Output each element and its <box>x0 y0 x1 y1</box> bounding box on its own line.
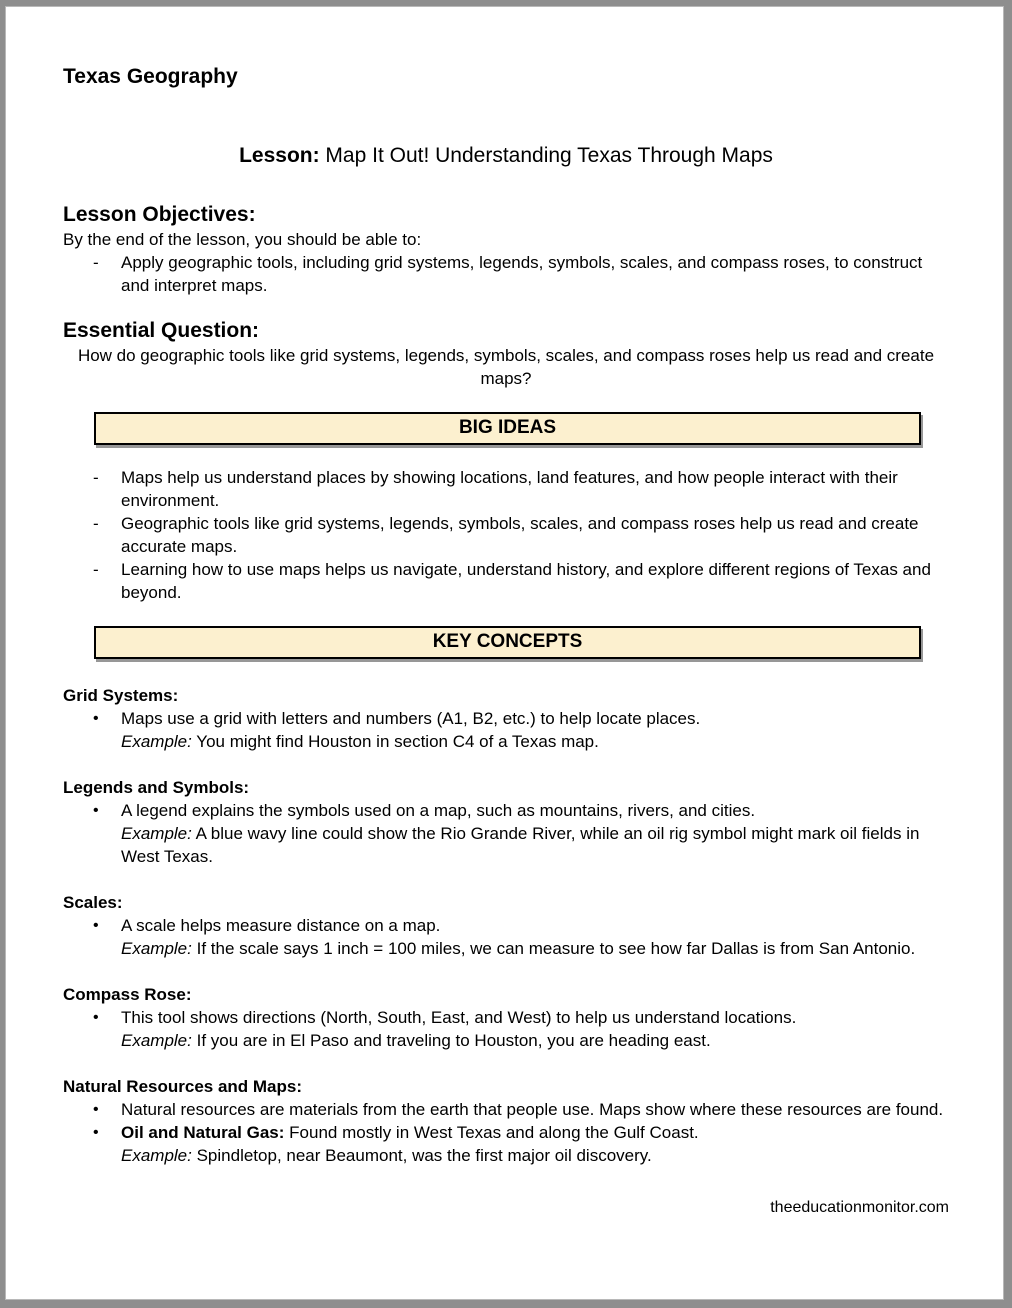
key-concepts-banner: KEY CONCEPTS <box>94 626 921 659</box>
example-text: If you are in El Paso and traveling to Houston, you are heading east. <box>191 1031 711 1050</box>
essential-question-heading: Essential Question: <box>63 319 260 342</box>
site-footer: theeducationmonitor.com <box>770 1199 949 1216</box>
bullet-marker: • <box>93 1101 99 1118</box>
section-heading: Grid Systems: <box>63 686 179 705</box>
concept-item <box>63 799 949 868</box>
bullet-marker: • <box>93 710 99 727</box>
bullet-text: Maps use a grid with letters and numbers (A1, B2, etc.) to help locate places. <box>121 709 701 728</box>
bullet-text: A legend explains the symbols used on a map, such as mountains, rivers, and cities. <box>121 801 756 820</box>
big-idea-item <box>63 558 949 604</box>
lesson-title-line <box>63 142 949 170</box>
big-ideas-banner: BIG IDEAS <box>94 412 921 445</box>
concept-item-text <box>121 707 949 753</box>
objective-item <box>63 251 949 297</box>
big-idea-item <box>63 512 949 558</box>
concept-item-text: Natural resources are materials from the earth that people use. Maps show where these resources are found. <box>121 1100 944 1119</box>
section-heading: Legends and Symbols: <box>63 778 250 797</box>
section-grid-systems <box>63 684 949 753</box>
concept-item-text <box>121 1121 949 1167</box>
section-heading: Natural Resources and Maps: <box>63 1077 303 1096</box>
essential-question-text: How do geographic tools like grid systems, legends, symbols, scales, and compass roses help us read and create maps? <box>77 346 935 388</box>
lesson-title: Map It Out! Understanding Texas Through Maps <box>319 144 773 167</box>
document-page <box>5 6 1004 1300</box>
bullet-marker: • <box>93 1009 99 1026</box>
example-label: Example: <box>121 1146 192 1165</box>
dash-marker: - <box>93 514 99 533</box>
page-title: Texas Geography <box>63 65 238 88</box>
bullet-marker: • <box>93 1124 99 1141</box>
lesson-label: Lesson: <box>239 144 320 167</box>
concept-item <box>63 707 949 753</box>
section-legends-symbols <box>63 776 949 868</box>
bullet-text: Found mostly in West Texas and along the Gulf Coast. <box>284 1123 699 1142</box>
dash-marker: - <box>93 468 99 487</box>
concept-item-text <box>121 799 949 868</box>
dash-marker: - <box>93 560 99 579</box>
concept-item <box>63 914 949 960</box>
big-idea-item <box>63 466 949 512</box>
example-label: Example: <box>121 732 192 751</box>
bullet-bold-lead: Oil and Natural Gas: <box>121 1123 285 1142</box>
example-label: Example: <box>121 939 192 958</box>
example-label: Example: <box>121 824 192 843</box>
example-text: You might find Houston in section C4 of a Texas map. <box>191 732 599 751</box>
section-scales <box>63 891 949 960</box>
bullet-text: This tool shows directions (North, South, East, and West) to help us understand locations. <box>121 1008 797 1027</box>
bullet-text: A scale helps measure distance on a map. <box>121 916 441 935</box>
section-compass-rose <box>63 983 949 1052</box>
big-idea-text: Learning how to use maps helps us navigate, understand history, and explore different regions of Texas and beyond. <box>121 560 931 602</box>
example-text: Spindletop, near Beaumont, was the first major oil discovery. <box>191 1146 652 1165</box>
concept-item <box>63 1098 949 1121</box>
big-ideas-list <box>63 466 949 604</box>
concept-item-text <box>121 914 949 960</box>
objective-item-text: Apply geographic tools, including grid systems, legends, symbols, scales, and compass roses, to construct and interpret maps. <box>121 253 923 295</box>
section-heading: Scales: <box>63 893 123 912</box>
example-text: A blue wavy line could show the Rio Grande River, while an oil rig symbol might mark oil fields in West Texas. <box>121 824 920 866</box>
bullet-marker: • <box>93 917 99 934</box>
example-label: Example: <box>121 1031 192 1050</box>
section-heading: Compass Rose: <box>63 985 192 1004</box>
dash-marker: - <box>93 253 99 272</box>
section-natural-resources <box>63 1075 949 1167</box>
big-idea-text: Maps help us understand places by showing locations, land features, and how people interact with their environment. <box>121 468 898 510</box>
concept-item-text <box>121 1006 949 1052</box>
objectives-heading: Lesson Objectives: <box>63 203 256 226</box>
objectives-intro: By the end of the lesson, you should be able to: <box>63 230 422 249</box>
concept-item <box>63 1121 949 1167</box>
example-text: If the scale says 1 inch = 100 miles, we can measure to see how far Dallas is from San Antonio. <box>191 939 916 958</box>
big-idea-text: Geographic tools like grid systems, legends, symbols, scales, and compass roses help us read and create accurate maps. <box>121 514 919 556</box>
bullet-marker: • <box>93 802 99 819</box>
concept-item <box>63 1006 949 1052</box>
